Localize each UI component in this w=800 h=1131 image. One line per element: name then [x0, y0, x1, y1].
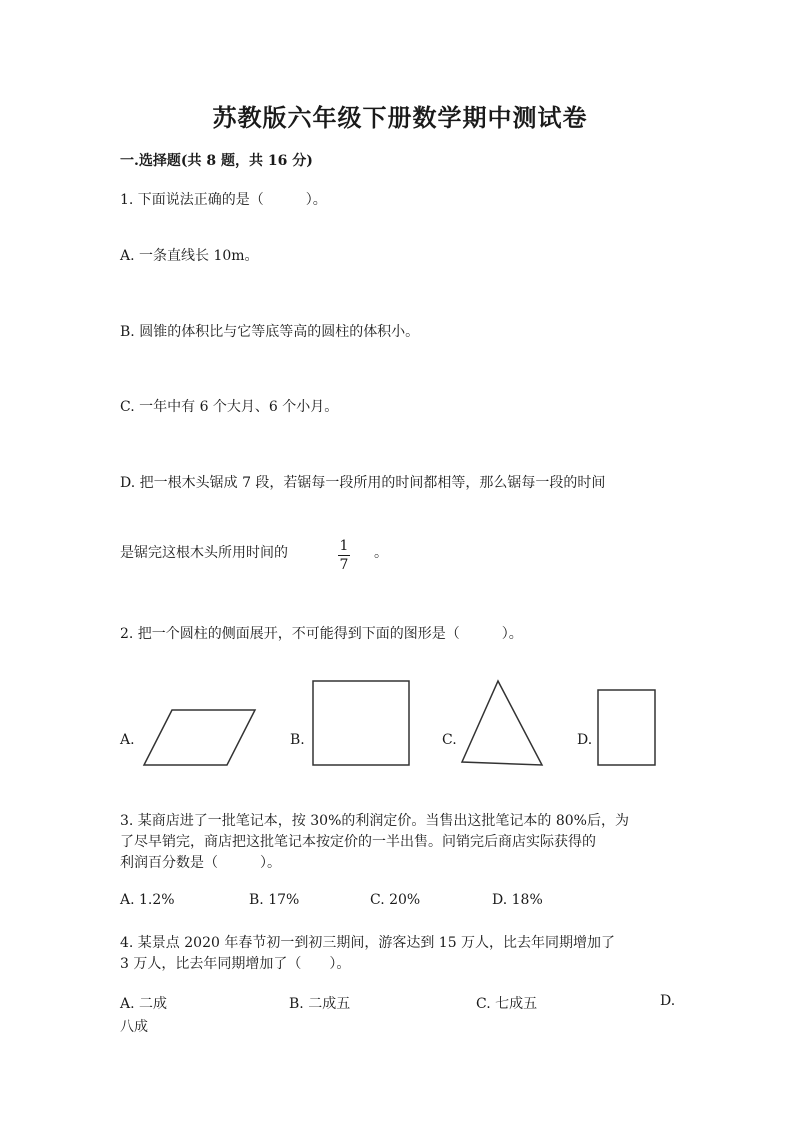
q4-option-c: C. 七成五	[476, 996, 538, 1012]
triangle-figure	[458, 678, 546, 768]
q1-stem: 1. 下面说法正确的是（ ）。	[120, 192, 327, 208]
q3-stem-line2: 了尽早销完，商店把这批笔记本按定价的一半出售。问销完后商店实际获得的	[120, 834, 596, 850]
parallelogram-figure	[140, 705, 260, 767]
square-figure	[310, 678, 412, 768]
page-title: 苏教版六年级下册数学期中测试卷	[212, 103, 588, 132]
q1-option-d-line1: D. 把一根木头锯成 7 段，若锯每一段所用的时间都相等，那么锯每一段的时间	[120, 475, 606, 491]
q1-option-d-end: 。	[374, 545, 388, 561]
q3-option-a: A. 1.2%	[120, 892, 175, 908]
section-heading: 一.选择题(共 8 题，共 16 分)	[120, 153, 313, 169]
q3-option-c: C. 20%	[370, 892, 421, 908]
q3-option-d: D. 18%	[492, 892, 543, 908]
q4-stem-line2: 3 万人，比去年同期增加了（ ）。	[120, 956, 351, 972]
q4-option-b: B. 二成五	[289, 996, 351, 1012]
q1-option-d-line2: 是锯完这根木头所用时间的	[120, 545, 288, 561]
fraction-bar	[338, 555, 350, 556]
fraction-denominator: 7	[339, 557, 349, 573]
fraction-one-seventh	[336, 538, 352, 573]
rectangle-figure	[596, 688, 658, 768]
q1-option-a: A. 一条直线长 10m。	[120, 248, 259, 264]
q2-stem: 2. 把一个圆柱的侧面展开，不可能得到下面的图形是（ ）。	[120, 626, 523, 642]
q4-option-d-continued: 八成	[120, 1019, 148, 1035]
q4-stem-line1: 4. 某景点 2020 年春节初一到初三期间，游客达到 15 万人，比去年同期增加了	[120, 935, 616, 951]
q3-stem-line3: 利润百分数是（ ）。	[120, 855, 281, 871]
q2-label-d: D.	[577, 732, 593, 748]
q3-option-b: B. 17%	[249, 892, 300, 908]
q2-label-a: A.	[120, 732, 135, 748]
q2-label-c: C.	[442, 732, 457, 748]
fraction-numerator: 1	[339, 538, 349, 554]
q1-option-c: C. 一年中有 6 个大月、6 个小月。	[120, 399, 339, 415]
q1-option-b: B. 圆锥的体积比与它等底等高的圆柱的体积小。	[120, 324, 420, 340]
q4-option-d: D.	[660, 993, 676, 1009]
q2-label-b: B.	[290, 732, 305, 748]
q3-stem-line1: 3. 某商店进了一批笔记本，按 30%的利润定价。当售出这批笔记本的 80%后，为	[120, 813, 629, 829]
q4-option-a: A. 二成	[120, 996, 168, 1012]
